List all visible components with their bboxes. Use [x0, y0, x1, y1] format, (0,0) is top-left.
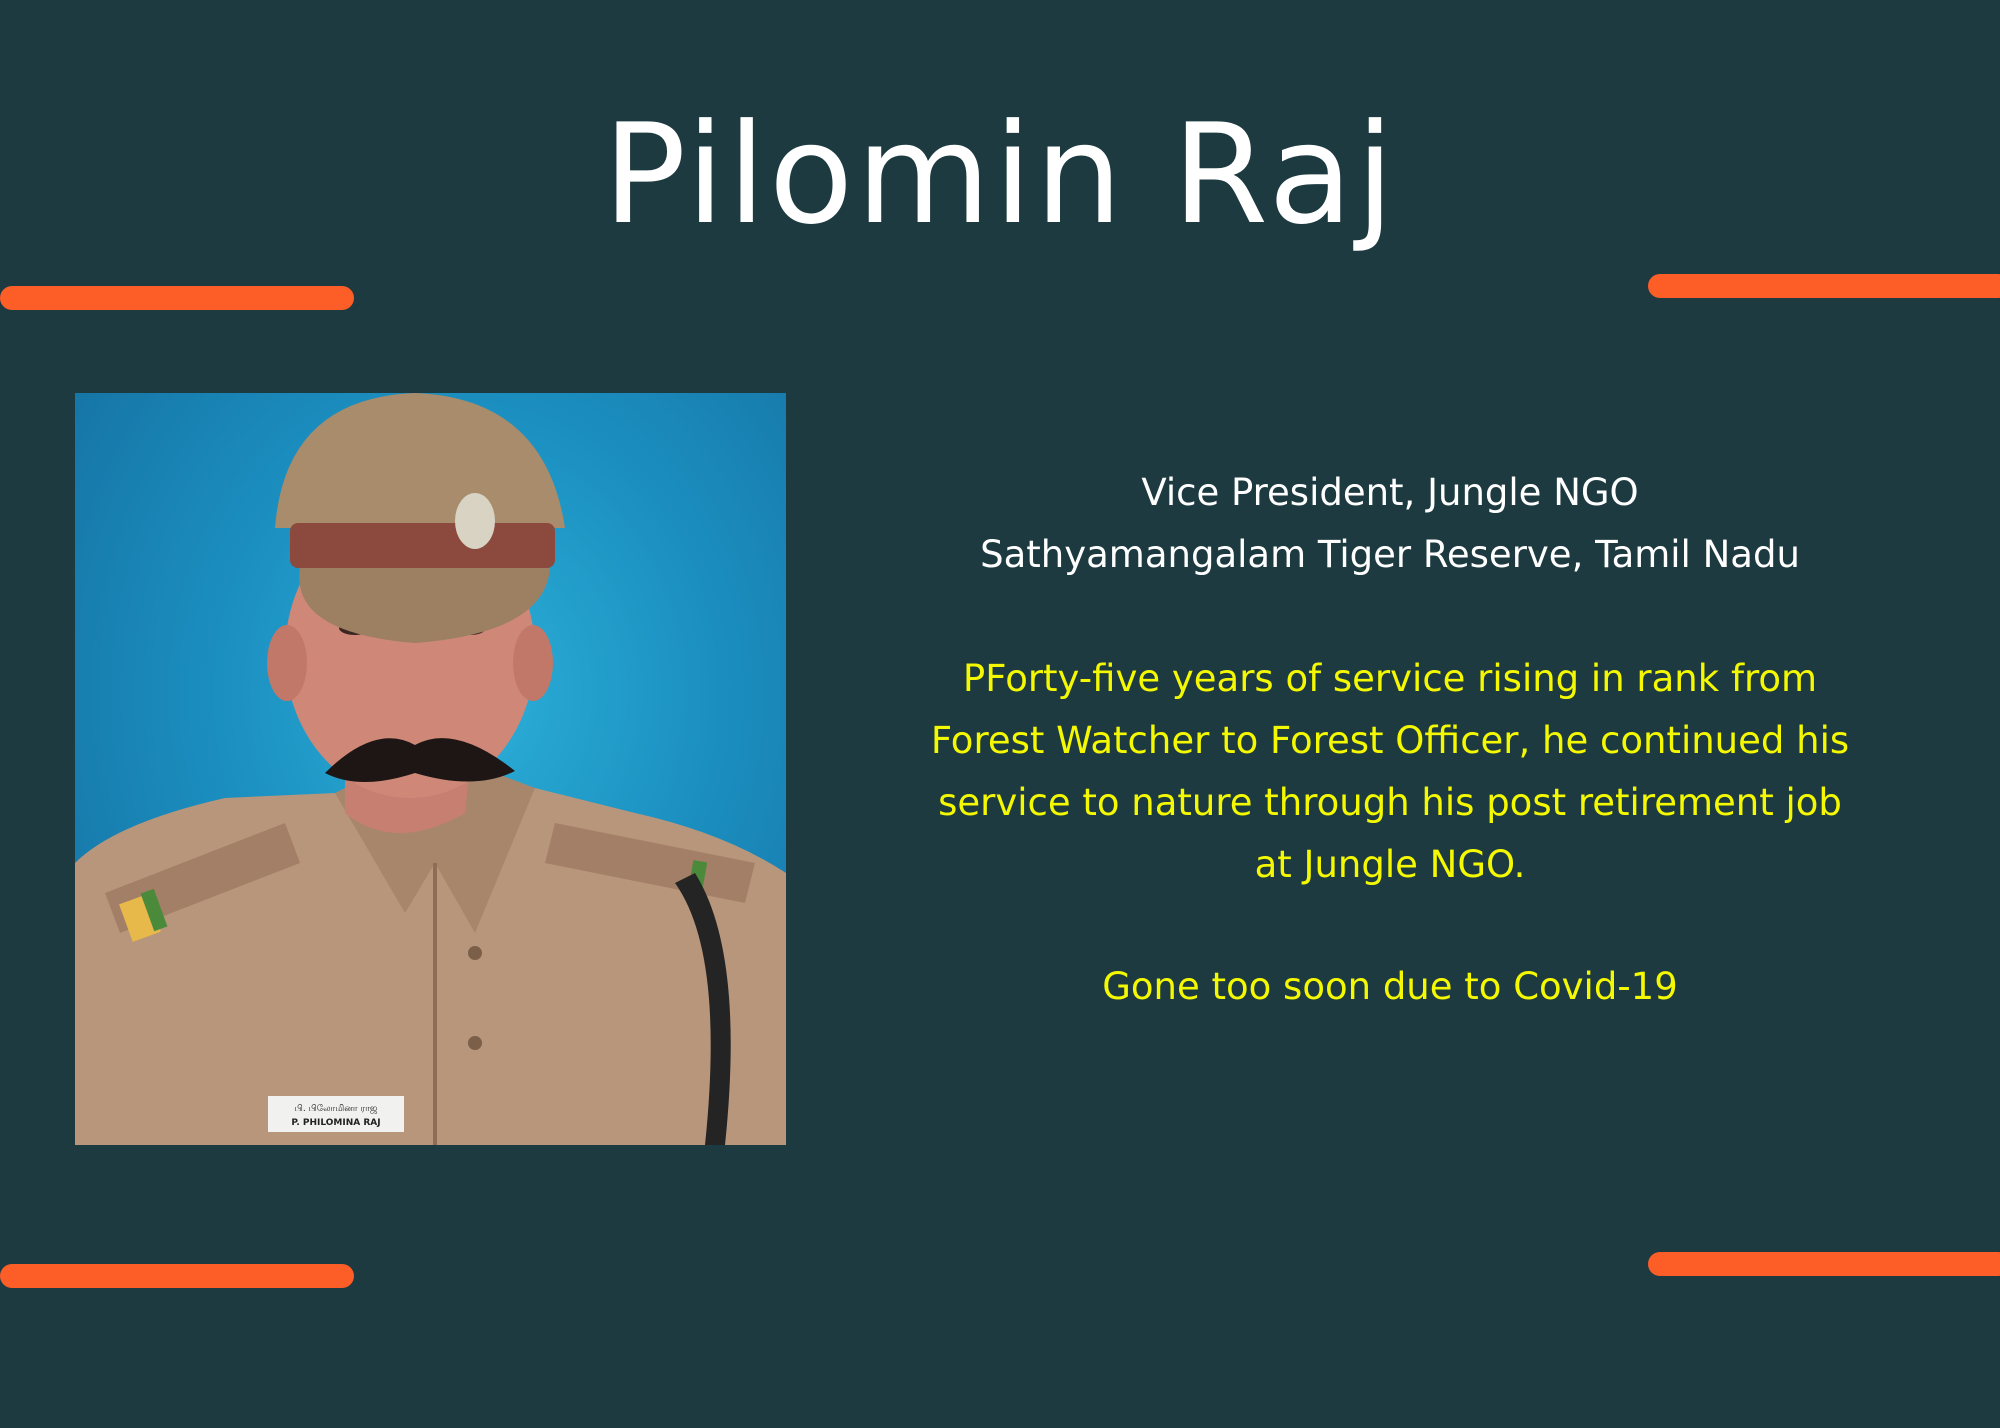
accent-bar-top-right [1648, 274, 2000, 298]
bio-text: PForty-five years of service rising in rank from Forest Watcher to Forest Officer, he continued his service to nature through his post retirement job at Jungle NGO. [930, 657, 1850, 886]
role-title: Vice President, Jungle NGO [1141, 471, 1639, 514]
accent-bar-bottom-left [0, 1264, 354, 1288]
name-tag-line1: பி. பிலோமினா ராஜ [294, 1104, 378, 1114]
page-title: Pilomin Raj [602, 94, 1398, 255]
accent-bar-bottom-right [1648, 1252, 2000, 1276]
portrait-photo [75, 393, 786, 1145]
accent-bar-top-left [0, 286, 354, 310]
portrait-illustration [75, 393, 786, 1145]
name-tag-line2: P. PHILOMINA RAJ [291, 1118, 381, 1128]
role-location: Sathyamangalam Tiger Reserve, Tamil Nadu [980, 533, 1800, 576]
info-panel [900, 462, 1880, 1018]
tribute-text: Gone too soon due to Covid-19 [1102, 965, 1678, 1008]
